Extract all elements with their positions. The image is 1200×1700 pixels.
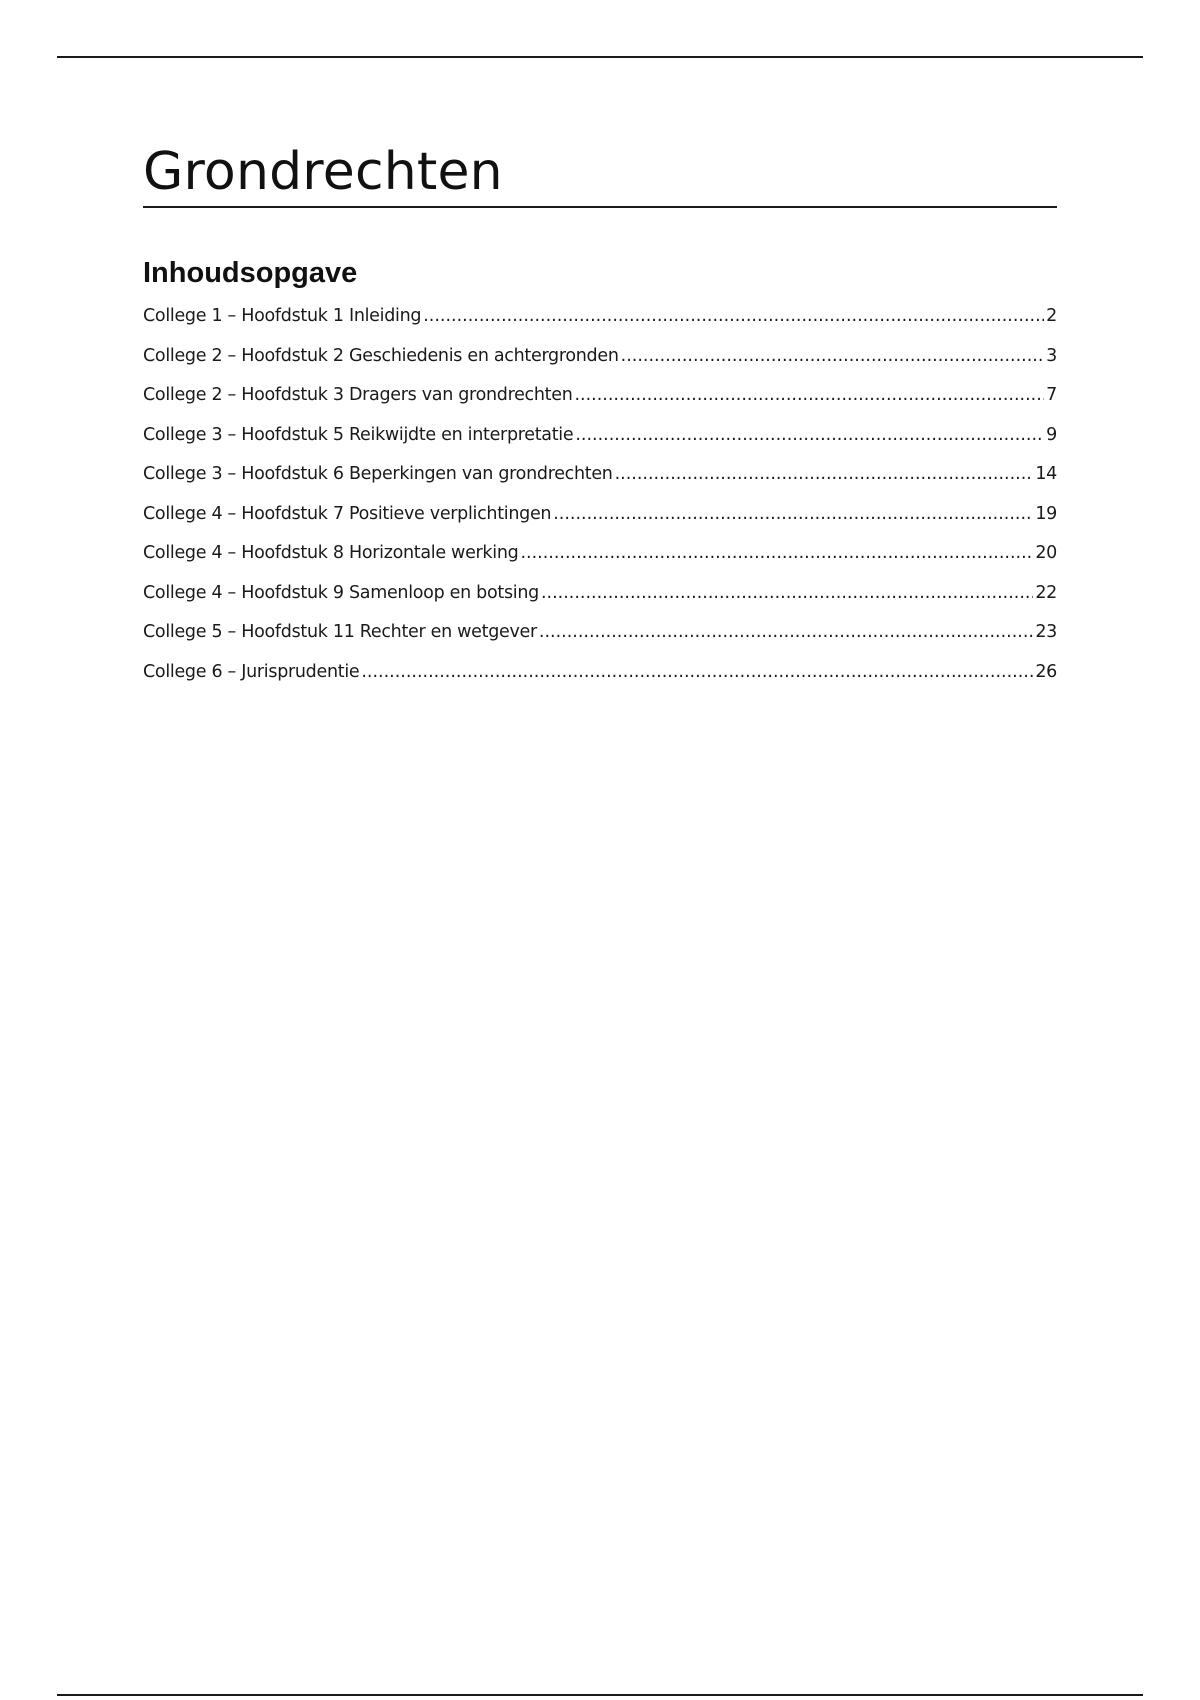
toc-entry[interactable] [143, 385, 1057, 425]
toc-dot-leader [539, 622, 1033, 642]
toc-heading: Inhoudsopgave [143, 257, 358, 289]
toc-dot-leader [574, 385, 1044, 405]
toc-entry[interactable] [143, 346, 1057, 386]
toc-dot-leader [520, 543, 1033, 563]
toc-dot-leader [423, 306, 1044, 326]
toc-entry[interactable] [143, 543, 1057, 583]
toc-dot-leader [361, 662, 1033, 682]
toc-page-number: 19 [1035, 503, 1057, 524]
toc-page-number: 26 [1035, 661, 1057, 682]
toc-entry-text: College 1 – Hoofdstuk 1 Inleiding [143, 306, 422, 326]
toc-entry-text: College 2 – Hoofdstuk 2 Geschiedenis en achtergronden [143, 345, 619, 366]
toc-entry[interactable] [143, 662, 1057, 702]
toc-page-number: 9 [1046, 424, 1057, 445]
toc-dot-leader [553, 504, 1033, 524]
toc-entry-text: College 3 – Hoofdstuk 5 Reikwijdte en interpretatie [143, 424, 574, 445]
toc-page-number: 2 [1046, 306, 1057, 326]
toc-entry-text: College 5 – Hoofdstuk 11 Rechter en wetgever [143, 622, 537, 642]
toc-entry[interactable] [143, 583, 1057, 623]
toc-entry-text: College 4 – Hoofdstuk 8 Horizontale werking [143, 543, 519, 563]
toc-page-number: 3 [1046, 345, 1057, 366]
document-title: Grondrechten [143, 146, 1057, 208]
toc-entry-text: College 2 – Hoofdstuk 3 Dragers van grondrechten [143, 385, 573, 405]
page-content [143, 130, 1057, 701]
toc-page-number: 7 [1046, 385, 1057, 405]
toc-entry-text: College 3 – Hoofdstuk 6 Beperkingen van grondrechten [143, 464, 613, 484]
header-rule [57, 56, 1143, 58]
toc-entry-text: College 4 – Hoofdstuk 9 Samenloop en botsing [143, 582, 539, 603]
toc-entry[interactable] [143, 622, 1057, 662]
toc-page-number: 20 [1035, 543, 1057, 563]
table-of-contents [143, 306, 1057, 701]
toc-entry[interactable] [143, 425, 1057, 465]
toc-dot-leader [621, 346, 1045, 366]
toc-page-number: 14 [1035, 464, 1057, 484]
toc-dot-leader [541, 583, 1033, 603]
footer-rule [57, 1694, 1143, 1696]
toc-dot-leader [615, 464, 1034, 484]
toc-page-number: 23 [1035, 622, 1057, 642]
toc-entry[interactable] [143, 464, 1057, 504]
toc-entry-text: College 6 – Jurisprudentie [143, 661, 360, 682]
toc-entry[interactable] [143, 504, 1057, 544]
toc-entry[interactable] [143, 306, 1057, 346]
toc-entry-text: College 4 – Hoofdstuk 7 Positieve verplichtingen [143, 503, 552, 524]
toc-dot-leader [575, 425, 1044, 445]
toc-page-number: 22 [1035, 582, 1057, 603]
